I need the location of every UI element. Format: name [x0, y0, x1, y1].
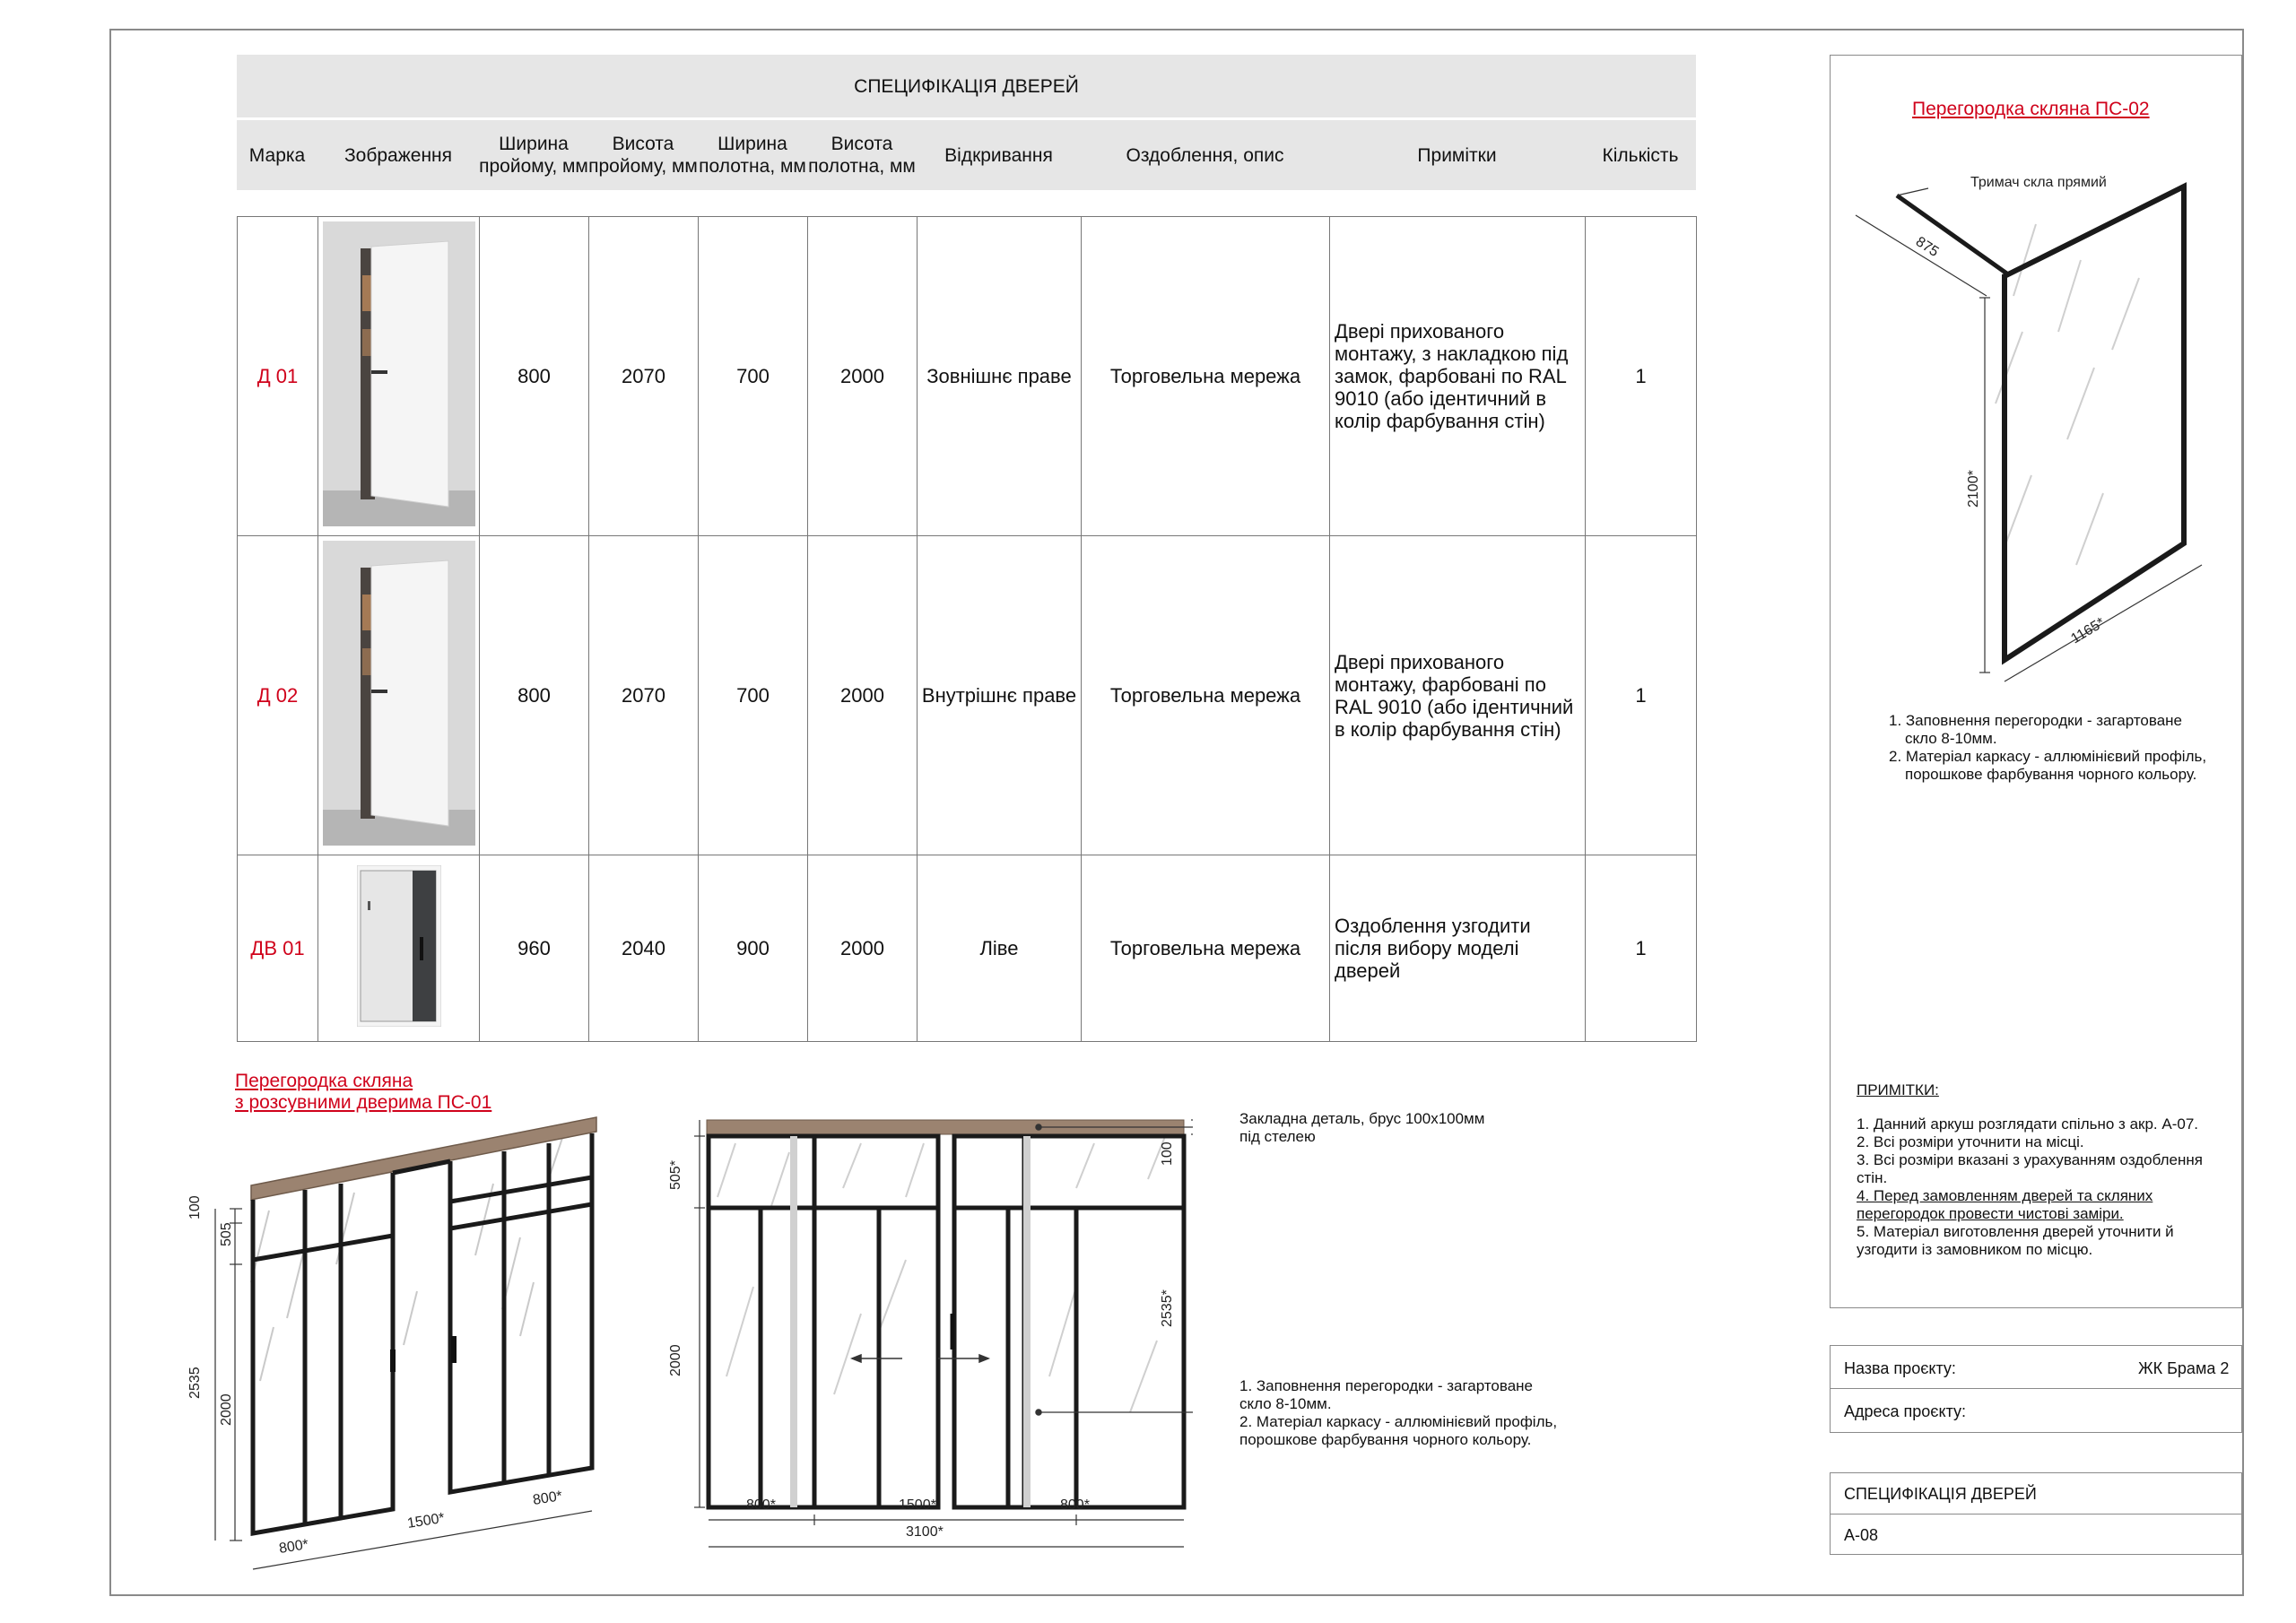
dim-label: 505*	[668, 1160, 683, 1190]
glass-callout-line: 1. Заповнення перегородки - загартоване	[1239, 1377, 1534, 1394]
opening-height: 2070	[589, 217, 699, 536]
dim-label: 2535*	[1160, 1289, 1175, 1327]
remark-item: 3. Всі розміри вказані з урахуванням оздоблення	[1857, 1151, 2203, 1168]
partition-ps01-title-line1: Перегородка скляна	[235, 1071, 413, 1091]
leaf-width: 700	[699, 536, 808, 855]
column-header: Ширина пройому, мм	[479, 134, 588, 177]
project-name: ЖК Брама 2	[2138, 1359, 2230, 1377]
partition-ps01-elevation	[655, 1107, 1193, 1556]
door-image-cell	[318, 217, 480, 536]
hidden-door-photo	[323, 221, 475, 526]
partition-ps01-title-line2: з розсувними дверима ПС-01	[235, 1092, 492, 1113]
ps02-notes	[1889, 712, 2206, 784]
ps02-note-line: порошкове фарбування чорного кольору.	[1905, 766, 2197, 783]
dim-label: 800*	[1060, 1497, 1090, 1513]
glass-callout-line: порошкове фарбування чорного кольору.	[1239, 1431, 1532, 1448]
leaf-height: 2000	[808, 855, 918, 1042]
finish-desc: Торговельна мережа	[1082, 217, 1330, 536]
column-header: Ширина полотна, мм	[699, 134, 806, 177]
dim-label: 875	[1912, 234, 1942, 260]
beam-callout-line2: під стелею	[1239, 1128, 1316, 1145]
remark-item: 4. Перед замовленням дверей та скляних	[1857, 1187, 2153, 1204]
dim-label: 2000	[668, 1344, 683, 1376]
remark-item: 5. Матеріал виготовлення дверей уточнити й	[1857, 1223, 2174, 1240]
glass-callout-line: скло 8-10мм.	[1239, 1395, 1332, 1412]
opening-type: Внутрішнє праве	[918, 536, 1082, 855]
divider	[1830, 1388, 2242, 1389]
dim-label: 2100*	[1966, 470, 1981, 508]
door-spec-table	[237, 216, 1697, 1042]
row-notes: Двері прихованого монтажу, фарбовані по RAL 9010 (або ідентичний в колір фарбування стін)	[1330, 536, 1586, 855]
leaf-height: 2000	[808, 217, 918, 536]
row-mark: Д 01	[238, 217, 318, 536]
row-mark: ДВ 01	[238, 855, 318, 1042]
table-row	[238, 217, 1697, 536]
remark-item: перегородок провести чистові заміри.	[1857, 1205, 2124, 1222]
remarks-block	[1857, 1081, 2224, 1259]
remarks-title: ПРИМІТКИ:	[1857, 1081, 1939, 1098]
holder-label: Тримач скла прямий	[1970, 175, 2107, 190]
row-quantity: 1	[1586, 855, 1697, 1042]
dim-label: 1500*	[405, 1510, 446, 1532]
door-image-cell	[318, 536, 480, 855]
entrance-door-photo	[357, 865, 441, 1027]
sheet-code: А-08	[1844, 1526, 1879, 1544]
opening-type: Ліве	[918, 855, 1082, 1042]
ps02-note-line: скло 8-10мм.	[1905, 730, 1997, 747]
partition-ps01-axo-drawing	[179, 1103, 646, 1587]
beam-callout-line1: Закладна деталь, брус 100х100мм	[1239, 1110, 1485, 1127]
table-row	[238, 855, 1697, 1042]
finish-desc: Торговельна мережа	[1082, 536, 1330, 855]
dim-label: 800*	[746, 1497, 776, 1513]
row-quantity: 1	[1586, 536, 1697, 855]
leaf-height: 2000	[808, 536, 918, 855]
opening-width: 960	[480, 855, 589, 1042]
partition-ps02-axo-drawing	[1843, 170, 2238, 690]
column-header: Оздоблення, опис	[1126, 144, 1284, 166]
remark-item: 2. Всі розміри уточнити на місці.	[1857, 1133, 2084, 1150]
opening-type: Зовнішнє праве	[918, 217, 1082, 536]
ps02-note-line: 1. Заповнення перегородки - загартоване	[1889, 712, 2183, 729]
dim-label: 100	[1160, 1141, 1175, 1166]
dim-label: 1500*	[899, 1497, 936, 1513]
table-row	[238, 536, 1697, 855]
glass-callout	[1239, 1377, 1557, 1449]
leaf-width: 900	[699, 855, 808, 1042]
remark-item: стін.	[1857, 1169, 1888, 1186]
leaf-width: 700	[699, 217, 808, 536]
dim-label: 2535	[187, 1367, 203, 1399]
page-title: СПЕЦИФІКАЦІЯ ДВЕРЕЙ	[854, 75, 1079, 97]
opening-height: 2070	[589, 536, 699, 855]
row-mark: Д 02	[238, 536, 318, 855]
column-header: Висота полотна, мм	[808, 134, 916, 177]
column-header: Зображення	[344, 144, 453, 166]
row-notes: Оздоблення узгодити після вибору моделі дверей	[1330, 855, 1586, 1042]
door-image-cell	[318, 855, 480, 1042]
opening-height: 2040	[589, 855, 699, 1042]
dim-label: 3100*	[906, 1524, 944, 1540]
finish-desc: Торговельна мережа	[1082, 855, 1330, 1042]
ps02-note-line: 2. Матеріал каркасу - аллюмінієвий профіль,	[1889, 748, 2207, 765]
dim-label: 1165*	[2068, 614, 2108, 647]
project-name-label: Назва проєкту:	[1844, 1359, 1956, 1377]
divider	[1830, 1514, 2242, 1515]
dim-label: 800*	[531, 1488, 564, 1508]
beam-callout	[1239, 1110, 1484, 1146]
column-header: Відкривання	[944, 144, 1053, 166]
partition-ps02-title: Перегородка скляна ПС-02	[1912, 99, 2150, 119]
sheet-title: СПЕЦИФІКАЦІЯ ДВЕРЕЙ	[1844, 1485, 2037, 1503]
remark-item: узгодити із замовником по місцю.	[1857, 1241, 2093, 1258]
column-header: Висота пройому, мм	[588, 134, 698, 177]
row-notes: Двері прихованого монтажу, з накладкою під замок, фарбовані по RAL 9010 (або ідентичний в колір фарбування стін)	[1330, 217, 1586, 536]
project-address-label: Адреса проєкту:	[1844, 1402, 1967, 1420]
opening-width: 800	[480, 536, 589, 855]
column-header: Марка	[248, 144, 306, 166]
opening-width: 800	[480, 217, 589, 536]
dim-label: 505	[219, 1222, 234, 1246]
row-quantity: 1	[1586, 217, 1697, 536]
partition-ps01-side-dims	[1148, 1112, 1184, 1435]
dim-label: 800*	[277, 1537, 310, 1557]
dim-label: 100	[187, 1195, 203, 1219]
glass-callout-line: 2. Матеріал каркасу - аллюмінієвий профіль,	[1239, 1413, 1558, 1430]
remark-item: 1. Данний аркуш розглядати спільно з акр. А-07.	[1857, 1115, 2198, 1133]
hidden-door-photo	[323, 541, 475, 846]
column-header: Примітки	[1417, 144, 1497, 166]
dim-label: 2000	[219, 1393, 234, 1426]
column-header: Кількість	[1602, 144, 1679, 166]
